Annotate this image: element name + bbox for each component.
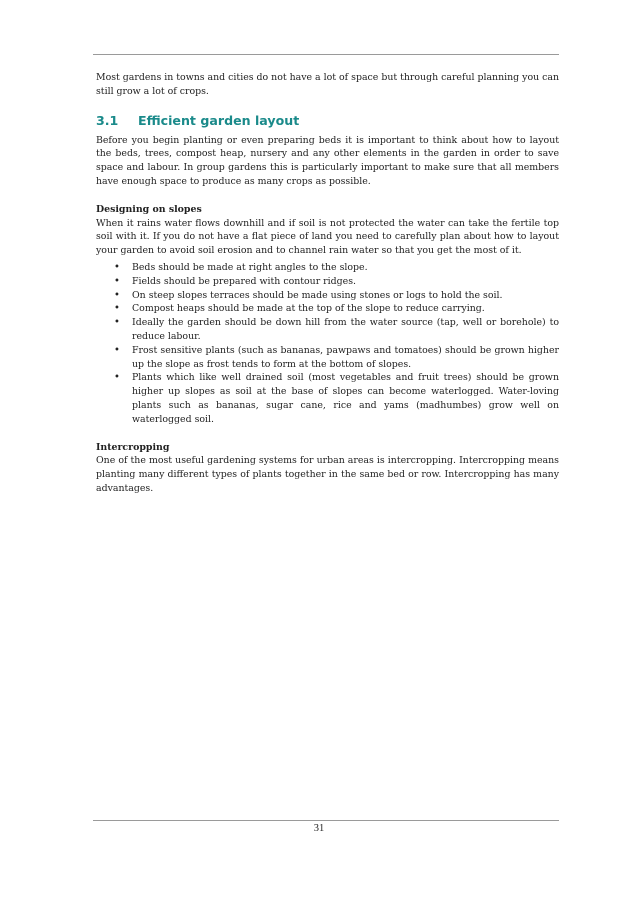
- page-number: 31: [313, 823, 325, 834]
- bullet-icon: •: [114, 372, 120, 384]
- bullet-icon: •: [114, 275, 120, 287]
- section-title: Efficient garden layout: [138, 112, 300, 128]
- footer-rule: [93, 820, 559, 821]
- page-content: [96, 71, 559, 496]
- list-item: • Frost sensitive plants (such as bananas, pawpaws and tomatoes) should be grown higher up the slope as frost tends to form at the bottom of slopes.: [114, 344, 559, 370]
- section-number: 3.1: [96, 112, 119, 128]
- intro-paragraph: Most gardens in towns and cities do not have a lot of space but through careful planning you can still grow a lot of crops.: [96, 72, 559, 97]
- bullet-icon: •: [114, 303, 120, 315]
- section-heading: [96, 113, 559, 129]
- bullet-icon: •: [114, 344, 120, 356]
- slopes-paragraph: When it rains water flows downhill and if soil is not protected the water can take the fertile top soil with it. If you do not have a flat piece of land you need to carefully plan about how to layout your garden to avoid soil erosion and to channel rain water so that you get the most of it.: [96, 217, 559, 257]
- list-item: • Ideally the garden should be down hill from the water source (tap, well or borehole) to reduce labour.: [114, 317, 559, 342]
- bullet-icon: •: [114, 261, 120, 273]
- list-item: • Beds should be made at right angles to the slope.: [114, 261, 368, 273]
- intercropping-heading: Intercropping: [96, 441, 170, 453]
- list-item: • Compost heaps should be made at the top of the slope to reduce carrying.: [114, 303, 485, 315]
- section-paragraph: Before you begin planting or even preparing beds it is important to think about how to layout the beds, trees, compost heap, nursery and any other elements in the garden in order to save space and labour. In group gardens this is particularly important to make sure that all members have enough space to produce as many crops as possible.: [96, 134, 559, 187]
- slopes-heading: Designing on slopes: [96, 203, 202, 215]
- header-rule: [93, 54, 559, 55]
- bullet-icon: •: [114, 289, 120, 301]
- list-item: • On steep slopes terraces should be made using stones or logs to hold the soil.: [114, 289, 503, 301]
- list-item: • Fields should be prepared with contour ridges.: [114, 275, 356, 287]
- intercropping-paragraph: One of the most useful gardening systems for urban areas is intercropping. Intercropping means planting many different types of plants together in the same bed or row. Intercropping has many advantages.: [96, 455, 559, 494]
- slopes-bullet-list: [96, 261, 559, 427]
- list-item: • Plants which like well drained soil (most vegetables and fruit trees) should be grown higher up slopes as soil at the base of slopes can become waterlogged. Water-loving plants such as bananas, sugar cane, rice and yams (madhumbes) grow well on waterlogged soil.: [114, 372, 559, 425]
- bullet-icon: •: [114, 317, 120, 329]
